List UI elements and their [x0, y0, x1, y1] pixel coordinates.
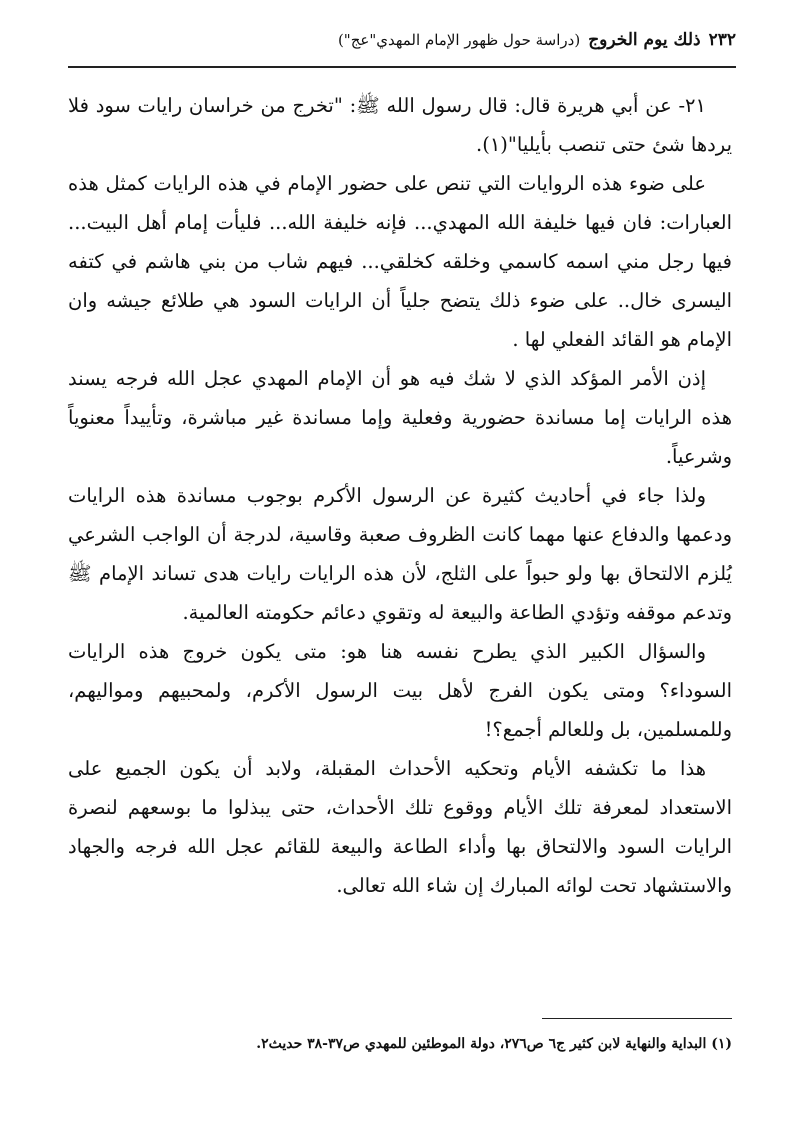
header-divider	[68, 66, 736, 68]
paragraph: ولذا جاء في أحاديث كثيرة عن الرسول الأكرم بوجوب مساندة هذه الرايات ودعمها والدفاع عنها مهما كانت الظروف صعبة وقاسية، لدرجة أن الواجب الشرعي يُلزم الالتحاق بها ولو حبواً على الثلج، لأن هذه الرايات رايات هدى تساند الإمام ﷺ وتدعم موقفه وتؤدي الطاعة والبيعة له وتقوي دعائم حكومته العالمية.	[68, 484, 732, 624]
body-text	[68, 86, 732, 905]
footnote-divider	[542, 1018, 732, 1019]
book-subtitle: (دراسة حول ظهور الإمام المهدي"عج")	[337, 31, 581, 49]
paragraph: على ضوء هذه الروايات التي تنص على حضور الإمام في هذه الرايات كمثل هذه العبارات: فان فيها خليفة الله المهدي... فإنه خليفة الله... فليأت إمام أهل البيت... فيها رجل مني اسمه كاسمي وخلقه كخلقي... فيهم شاب من بني هاشم في كتفه اليسرى خال.. على ضوء ذلك يتضح جلياً أن الرايات السود هي طلائع جيشه وان الإمام هو القائد الفعلي لها .	[68, 172, 732, 351]
paragraph: هذا ما تكشفه الأيام وتحكيه الأحداث المقبلة، ولابد أن يكون الجميع على الاستعداد لمعرفة تلك الأيام ووقوع تلك الأحداث، حتى يبذلوا ما بوسعهم لنصرة الرايات السود والالتحاق بها وأداء الطاعة والبيعة للقائم عجل الله فرجه والجهاد والاستشهاد تحت لوائه المبارك إن شاء الله تعالى.	[68, 757, 732, 897]
running-header	[68, 30, 736, 50]
paragraph: والسؤال الكبير الذي يطرح نفسه هنا هو: متى يكون خروج هذه الرايات السوداء؟ ومتى يكون الفرج لأهل بيت الرسول الأكرم، ولمحبيهم ومواليهم، وللمسلمين، بل وللعالم أجمع؟!	[68, 640, 732, 741]
footnote: (١) البداية والنهاية لابن كثير ج٦ ص٢٧٦، دولة الموطئين للمهدي ص٣٧-٣٨ حديث٢.	[256, 1036, 732, 1052]
paragraph: إذن الأمر المؤكد الذي لا شك فيه هو أن الإمام المهدي عجل الله فرجه يسند هذه الرايات إما مساندة حضورية وفعلية وإما مساندة غير مباشرة، وتأييداً معنوياً وشرعياً.	[68, 367, 732, 468]
book-title: ذلك يوم الخروج	[588, 30, 701, 50]
paragraph-hadith-21: ٢١- عن أبي هريرة قال: قال رسول الله ﷺ: "تخرج من خراسان رايات سود فلا يردها شئ حتى تنصب بأيليا"(١).	[68, 94, 732, 156]
page-number: ٢٣٢	[708, 30, 736, 50]
